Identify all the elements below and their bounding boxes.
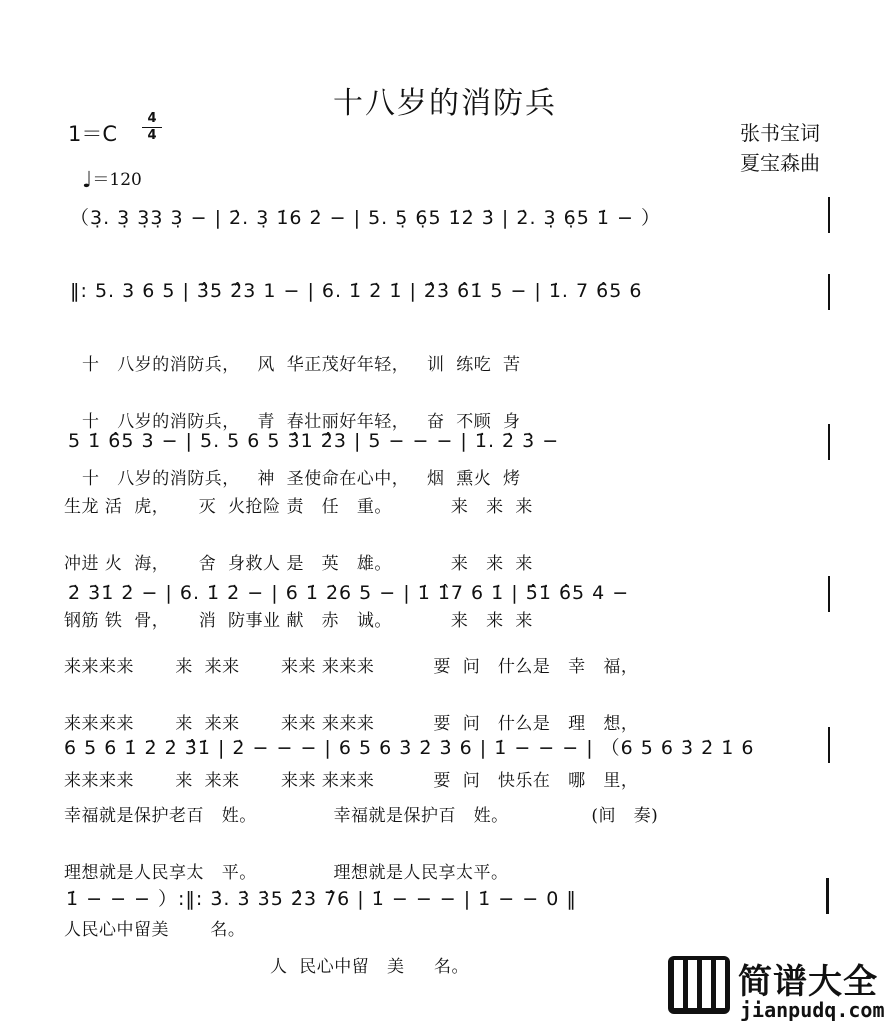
lyric-line: 人民心中留美 名。 [64, 920, 246, 940]
site-watermark [660, 952, 890, 1024]
time-signature [142, 112, 162, 143]
notation-line: 2̇ 3̇1̇ 2̇ − | 6. 1̇ 2̇ − | 6 1̇ 2̇6 5 − | 1̇ 1̂7 6 1̇ | 5̂1̇ 6̂5 4 − [68, 582, 630, 604]
lyric-line: 幸福就是保护老百 姓。 幸福就是保护百 姓。 (间 奏) [64, 806, 659, 826]
lyric-line: 人 民心中留 美 名。 [270, 957, 470, 977]
lyric-line: 来来来来 来 来来 来来 来来来 要 问 什么是 幸 福， [64, 657, 639, 677]
lyric-line: 理想就是人民享太 平。 理想就是人民享太平。 [64, 863, 509, 883]
lyric-line: 十 八岁的消防兵， 神 圣使命在心中， 烟 熏火 烤 [82, 469, 521, 489]
lyric-line: 十 八岁的消防兵， 风 华正茂好年轻， 训 练吃 苦 [82, 355, 521, 375]
barline [828, 424, 830, 460]
tempo-marking [82, 165, 142, 193]
final-barline [826, 878, 829, 914]
notation-line: 5 1̇ 6̂5 3 − | 5. 5 6 5 3̂1 2̂3 | 5 − − − | 1̇. 2̇ 3̇ − [68, 430, 560, 452]
lyrics-block [270, 920, 469, 1015]
piano-keys-icon [668, 956, 730, 1014]
lyric-line: 冲进 火 海， 舍 身救人 是 英 雄。 来 来 来 [64, 554, 533, 574]
notation-line: （3̣. 3̣ 3̣3̣ 3̣ − | 2̇. 3̣ 1̇6 2̇ − | 5. 5̣ 6̣5 1̇2̇ 3̇ | 2̇. 3̣ 6̣5 1̇ − ） [70, 207, 661, 229]
lyric-line: 十 八岁的消防兵， 青 春壮丽好年轻， 奋 不顾 身 [82, 412, 521, 432]
notation-line: ‖: 5. 3 6 5 | 3̂5 2̂3 1 − | 6. 1̇ 2̇ 1̇ | 2̂3̇ 6̂1̇ 5 − | 1̇. 7 6̂5 6 [70, 280, 643, 302]
composer: 夏宝森曲 [740, 151, 820, 175]
barline [828, 197, 830, 233]
barline [828, 576, 830, 612]
lyric-line: 来来来来 来 来来 来来 来来来 要 问 快乐在 哪 里， [64, 771, 639, 791]
lyric-line: 生龙 活 虎， 灭 火抢险 责 任 重。 来 来 来 [64, 497, 533, 517]
key-signature: 1＝C [68, 122, 118, 146]
barline [828, 274, 830, 310]
score-row-6 [0, 884, 890, 977]
watermark-url: jianpudq.com [740, 998, 885, 1022]
song-title: 十八岁的消防兵 [333, 86, 557, 121]
lyricist: 张书宝词 [740, 121, 820, 145]
quarter-note-icon: ♩ [82, 168, 93, 193]
score-row-1 [0, 203, 890, 263]
time-signature-top: 4 [147, 111, 157, 126]
notation-line: 6 5 6 1̇ 2̇ 2̇ 3̂1̇ | 2̇ − − − | 6 5 6 3̇ 2̇ 3̇ 6 | 1̇ − − − | （6 5 6 3̇ 2̇ 1̇ 6 [64, 737, 755, 759]
tempo-value: ＝120 [92, 170, 142, 190]
watermark-brand: 简谱大全 [738, 962, 878, 1002]
lyric-line: 来来来来 来 来来 来来 来来来 要 问 什么是 理 想， [64, 714, 639, 734]
notation-line: 1̇ − − − ）:‖: 3̇. 3̇ 3̇5 2̂3 7̂6 | 1̇ − − − | 1̇ − − 0 ‖ [66, 888, 577, 910]
barline [828, 727, 830, 763]
lyric-line: 钢筋 铁 骨， 消 防事业 献 赤 诚。 来 来 来 [64, 611, 533, 631]
time-signature-bottom: 4 [147, 128, 157, 143]
credits [740, 118, 820, 178]
